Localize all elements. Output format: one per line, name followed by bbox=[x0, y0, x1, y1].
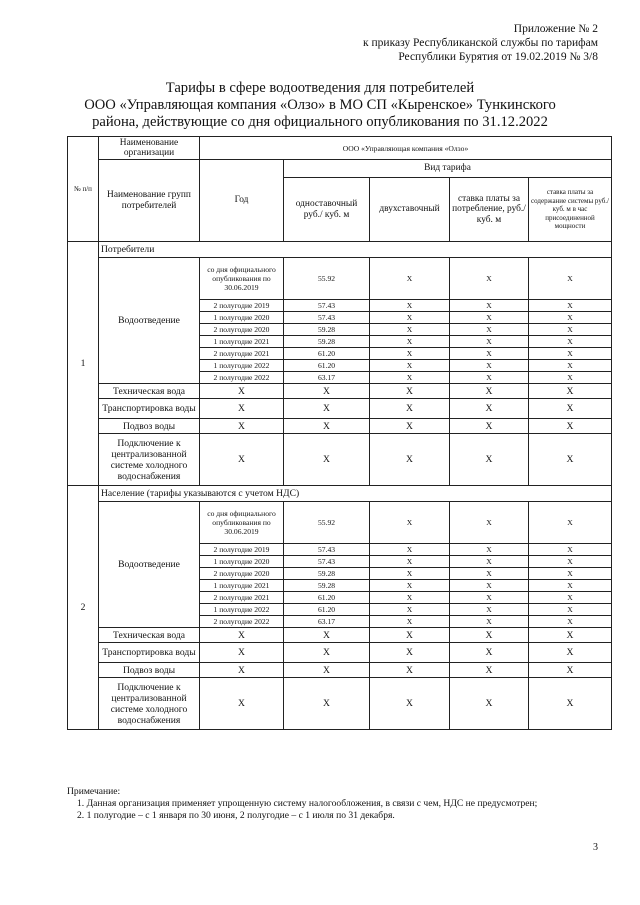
maintenance-rate-value: X bbox=[529, 300, 612, 312]
maintenance-rate-value: X bbox=[529, 604, 612, 616]
header-org-label: Наименование организации bbox=[99, 137, 200, 160]
section-number: 2 bbox=[68, 486, 99, 730]
consumption-rate-value: X bbox=[450, 604, 529, 616]
consumption-rate-value: X bbox=[450, 419, 529, 434]
double-rate-value: X bbox=[370, 360, 450, 372]
consumption-rate-value: X bbox=[450, 556, 529, 568]
period-cell: X bbox=[200, 434, 284, 486]
single-rate-value: X bbox=[284, 384, 370, 399]
double-rate-value: X bbox=[370, 628, 450, 643]
consumption-rate-value: X bbox=[450, 678, 529, 730]
service-name: Подключение к централизованной системе холодного водоснабжения bbox=[99, 434, 200, 486]
notes-heading: Примечание: bbox=[67, 786, 121, 797]
double-rate-value: X bbox=[370, 336, 450, 348]
header-consumption-rate: ставка платы за потребление, руб./ куб. м bbox=[450, 178, 529, 242]
double-rate-value: X bbox=[370, 604, 450, 616]
consumption-rate-value: X bbox=[450, 502, 529, 544]
double-rate-value: X bbox=[370, 312, 450, 324]
consumption-rate-value: X bbox=[450, 258, 529, 300]
single-rate-value: X bbox=[284, 678, 370, 730]
maintenance-rate-value: X bbox=[529, 312, 612, 324]
period-cell: 2 полугодие 2021 bbox=[200, 592, 284, 604]
single-rate-value: X bbox=[284, 399, 370, 419]
consumption-rate-value: X bbox=[450, 384, 529, 399]
maintenance-rate-value: X bbox=[529, 324, 612, 336]
single-rate-value: 61.20 bbox=[284, 592, 370, 604]
period-cell: 2 полугодие 2019 bbox=[200, 300, 284, 312]
single-rate-value: 55.92 bbox=[284, 502, 370, 544]
page-number: 3 bbox=[593, 842, 598, 853]
single-rate-value: 57.43 bbox=[284, 556, 370, 568]
double-rate-value: X bbox=[370, 678, 450, 730]
double-rate-value: X bbox=[370, 580, 450, 592]
period-cell: 1 полугодие 2020 bbox=[200, 312, 284, 324]
maintenance-rate-value: X bbox=[529, 580, 612, 592]
maintenance-rate-value: X bbox=[529, 336, 612, 348]
double-rate-value: X bbox=[370, 419, 450, 434]
period-cell: 2 полугодие 2020 bbox=[200, 568, 284, 580]
period-cell: 1 полугодие 2021 bbox=[200, 336, 284, 348]
double-rate-value: X bbox=[370, 348, 450, 360]
header-maintenance-rate: ставка платы за содержание системы руб./куб. м в час присоединенной мощности bbox=[529, 178, 612, 242]
double-rate-value: X bbox=[370, 663, 450, 678]
title-line: района, действующие со дня официального опубликования по 31.12.2022 bbox=[92, 114, 548, 130]
maintenance-rate-value: X bbox=[529, 419, 612, 434]
consumption-rate-value: X bbox=[450, 568, 529, 580]
maintenance-rate-value: X bbox=[529, 399, 612, 419]
single-rate-value: 61.20 bbox=[284, 604, 370, 616]
single-rate-value: 61.20 bbox=[284, 360, 370, 372]
single-rate-value: 63.17 bbox=[284, 616, 370, 628]
maintenance-rate-value: X bbox=[529, 544, 612, 556]
single-rate-value: 55.92 bbox=[284, 258, 370, 300]
period-cell: X bbox=[200, 399, 284, 419]
consumption-rate-value: X bbox=[450, 348, 529, 360]
document-title bbox=[60, 80, 580, 131]
maintenance-rate-value: X bbox=[529, 678, 612, 730]
appendix-reference bbox=[363, 22, 598, 64]
single-rate-value: 59.28 bbox=[284, 580, 370, 592]
consumption-rate-value: X bbox=[450, 580, 529, 592]
title-line: Тарифы в сфере водоотведения для потребителей bbox=[165, 80, 475, 96]
consumption-rate-value: X bbox=[450, 628, 529, 643]
consumption-rate-value: X bbox=[450, 434, 529, 486]
double-rate-value: X bbox=[370, 258, 450, 300]
consumption-rate-value: X bbox=[450, 399, 529, 419]
period-cell: X bbox=[200, 643, 284, 663]
maintenance-rate-value: X bbox=[529, 434, 612, 486]
appendix-line: к приказу Республиканской службы по тарифам bbox=[363, 37, 598, 49]
maintenance-rate-value: X bbox=[529, 258, 612, 300]
service-name: Подключение к централизованной системе холодного водоснабжения bbox=[99, 678, 200, 730]
period-cell: 2 полугодие 2022 bbox=[200, 372, 284, 384]
period-cell: X bbox=[200, 384, 284, 399]
single-rate-value: 59.28 bbox=[284, 568, 370, 580]
period-cell: X bbox=[200, 628, 284, 643]
double-rate-value: X bbox=[370, 300, 450, 312]
period-cell: X bbox=[200, 419, 284, 434]
period-cell: 2 полугодие 2022 bbox=[200, 616, 284, 628]
header-year: Год bbox=[200, 160, 284, 242]
consumption-rate-value: X bbox=[450, 592, 529, 604]
single-rate-value: 59.28 bbox=[284, 324, 370, 336]
header-num: № п/п bbox=[68, 137, 99, 242]
double-rate-value: X bbox=[370, 643, 450, 663]
period-cell: 2 полугодие 2020 bbox=[200, 324, 284, 336]
header-double-rate: двухставочный bbox=[370, 178, 450, 242]
section-number: 1 bbox=[68, 242, 99, 486]
section-group: Население (тарифы указываются с учетом НДС) bbox=[99, 486, 612, 502]
maintenance-rate-value: X bbox=[529, 592, 612, 604]
period-cell: 1 полугодие 2020 bbox=[200, 556, 284, 568]
service-name: Водоотведение bbox=[99, 258, 200, 384]
section-group: Потребители bbox=[99, 242, 612, 258]
double-rate-value: X bbox=[370, 384, 450, 399]
service-name: Подвоз воды bbox=[99, 663, 200, 678]
consumption-rate-value: X bbox=[450, 544, 529, 556]
single-rate-value: 57.43 bbox=[284, 544, 370, 556]
tariff-table-body bbox=[68, 137, 612, 730]
double-rate-value: X bbox=[370, 592, 450, 604]
consumption-rate-value: X bbox=[450, 663, 529, 678]
notes-block bbox=[67, 786, 611, 822]
service-name: Транспортировка воды bbox=[99, 399, 200, 419]
note-item: 2. 1 полугодие – с 1 января по 30 июня, 2 полугодие – с 1 июля по 31 декабря. bbox=[77, 810, 395, 821]
service-name: Техническая вода bbox=[99, 384, 200, 399]
appendix-line: Республики Бурятия от 19.02.2019 № 3/8 bbox=[398, 51, 598, 63]
header-groups: Наименование групп потребителей bbox=[99, 160, 200, 242]
maintenance-rate-value: X bbox=[529, 360, 612, 372]
period-cell: со дня официального опубликования по 30.06.2019 bbox=[200, 258, 284, 300]
maintenance-rate-value: X bbox=[529, 616, 612, 628]
note-item: 1. Данная организация применяет упрощенную систему налогообложения, в связи с чем, НДС не предусмотрен; bbox=[77, 798, 538, 809]
maintenance-rate-value: X bbox=[529, 384, 612, 399]
consumption-rate-value: X bbox=[450, 312, 529, 324]
period-cell: 1 полугодие 2022 bbox=[200, 604, 284, 616]
consumption-rate-value: X bbox=[450, 643, 529, 663]
consumption-rate-value: X bbox=[450, 336, 529, 348]
header-org-value: ООО «Управляющая компания «Олзо» bbox=[200, 137, 612, 160]
double-rate-value: X bbox=[370, 556, 450, 568]
double-rate-value: X bbox=[370, 324, 450, 336]
double-rate-value: X bbox=[370, 372, 450, 384]
service-name: Техническая вода bbox=[99, 628, 200, 643]
header-single-rate: одноставочный руб./ куб. м bbox=[284, 178, 370, 242]
single-rate-value: X bbox=[284, 663, 370, 678]
single-rate-value: 59.28 bbox=[284, 336, 370, 348]
service-name: Подвоз воды bbox=[99, 419, 200, 434]
maintenance-rate-value: X bbox=[529, 556, 612, 568]
period-cell: 1 полугодие 2022 bbox=[200, 360, 284, 372]
consumption-rate-value: X bbox=[450, 360, 529, 372]
single-rate-value: X bbox=[284, 434, 370, 486]
period-cell: со дня официального опубликования по 30.06.2019 bbox=[200, 502, 284, 544]
maintenance-rate-value: X bbox=[529, 348, 612, 360]
double-rate-value: X bbox=[370, 434, 450, 486]
single-rate-value: X bbox=[284, 419, 370, 434]
title-line: ООО «Управляющая компания «Олзо» в МО СП «Кыренское» Тункинского bbox=[84, 97, 556, 113]
maintenance-rate-value: X bbox=[529, 568, 612, 580]
tariff-table bbox=[67, 136, 612, 730]
header-tariff-type: Вид тарифа bbox=[284, 160, 612, 178]
single-rate-value: 57.43 bbox=[284, 312, 370, 324]
consumption-rate-value: X bbox=[450, 372, 529, 384]
period-cell: 2 полугодие 2021 bbox=[200, 348, 284, 360]
appendix-line: Приложение № 2 bbox=[513, 23, 598, 35]
maintenance-rate-value: X bbox=[529, 643, 612, 663]
maintenance-rate-value: X bbox=[529, 663, 612, 678]
double-rate-value: X bbox=[370, 502, 450, 544]
maintenance-rate-value: X bbox=[529, 628, 612, 643]
period-cell: 2 полугодие 2019 bbox=[200, 544, 284, 556]
consumption-rate-value: X bbox=[450, 616, 529, 628]
consumption-rate-value: X bbox=[450, 300, 529, 312]
double-rate-value: X bbox=[370, 568, 450, 580]
single-rate-value: 61.20 bbox=[284, 348, 370, 360]
period-cell: X bbox=[200, 678, 284, 730]
consumption-rate-value: X bbox=[450, 324, 529, 336]
maintenance-rate-value: X bbox=[529, 372, 612, 384]
single-rate-value: 57.43 bbox=[284, 300, 370, 312]
double-rate-value: X bbox=[370, 616, 450, 628]
single-rate-value: X bbox=[284, 643, 370, 663]
single-rate-value: X bbox=[284, 628, 370, 643]
double-rate-value: X bbox=[370, 399, 450, 419]
double-rate-value: X bbox=[370, 544, 450, 556]
period-cell: X bbox=[200, 663, 284, 678]
service-name: Водоотведение bbox=[99, 502, 200, 628]
single-rate-value: 63.17 bbox=[284, 372, 370, 384]
maintenance-rate-value: X bbox=[529, 502, 612, 544]
period-cell: 1 полугодие 2021 bbox=[200, 580, 284, 592]
service-name: Транспортировка воды bbox=[99, 643, 200, 663]
